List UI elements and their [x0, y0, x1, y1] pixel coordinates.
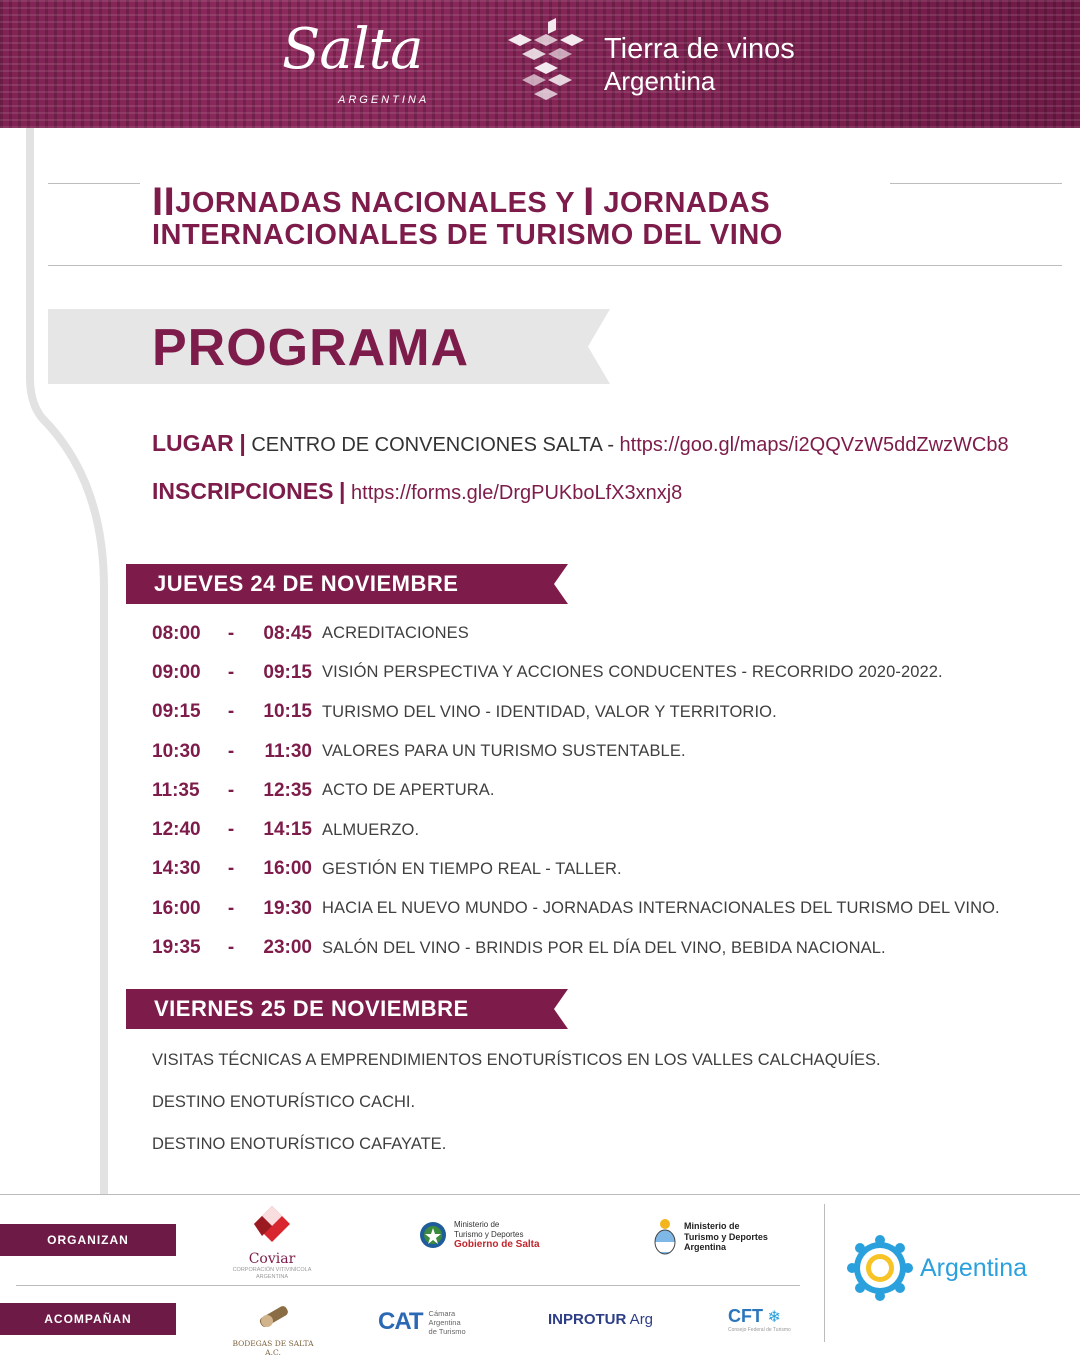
event-title-part2: JORNADAS — [594, 187, 771, 219]
event-title-roman-1: I — [583, 180, 595, 224]
inprotur-arg: Arg — [626, 1311, 654, 1328]
wine-bottle-icon — [253, 1302, 293, 1332]
cat-line1: Cámara — [428, 1308, 456, 1318]
event-title-part1: JORNADAS NACIONALES Y — [175, 187, 584, 219]
start-time: 09:15 — [152, 701, 201, 723]
argentina-sun-icon — [848, 1236, 912, 1300]
organizan-tag: ORGANIZAN — [0, 1224, 176, 1256]
cat-wordmark: CAT — [378, 1308, 423, 1335]
snowflake-icon: ❄ — [767, 1309, 781, 1326]
cft-logo — [728, 1306, 791, 1333]
bodegas-name: BODEGAS DE SALTA A.C. — [232, 1339, 314, 1357]
event-title-line2: INTERNACIONALES DE TURISMO DEL VINO — [152, 219, 783, 251]
start-time: 09:00 — [152, 661, 201, 683]
list-item: DESTINO ENOTURÍSTICO CAFAYATE. — [152, 1135, 447, 1153]
argentina-brand-logo — [848, 1236, 1027, 1300]
lugar-line — [152, 430, 1009, 457]
end-time: 16:00 — [263, 858, 312, 880]
salta-logo-sub: ARGENTINA — [338, 94, 430, 106]
schedule-row — [152, 653, 1032, 692]
time-dash: - — [227, 740, 235, 762]
schedule-row — [152, 810, 1032, 849]
footer-vertical-divider — [824, 1204, 825, 1342]
inscripciones-form-link[interactable]: https://forms.gle/DrgPUKboLfX3xnxj8 — [351, 482, 683, 504]
schedule-row — [152, 732, 1032, 771]
time-dash: - — [227, 897, 235, 919]
salta-min-line2: Turismo y Deportes — [454, 1230, 524, 1239]
activity: ACTO DE APERTURA. — [322, 781, 495, 800]
brand-title: Tierra de vinos — [604, 33, 795, 65]
end-time: 10:15 — [263, 701, 312, 723]
end-time: 19:30 — [263, 897, 312, 919]
bodegas-salta-logo — [230, 1302, 316, 1357]
coviar-logo — [226, 1204, 318, 1281]
programa-heading: PROGRAMA — [152, 319, 470, 377]
cft-sub: Consejo Federal de Turismo — [728, 1327, 791, 1333]
lugar-value: CENTRO DE CONVENCIONES SALTA - — [251, 434, 620, 456]
end-time: 12:35 — [263, 779, 312, 801]
inprotur-word: INPROTUR — [548, 1311, 627, 1328]
arg-min-line1: Ministerio de — [684, 1221, 740, 1232]
arg-min-line3: Argentina — [684, 1242, 727, 1253]
ministerio-salta-logo — [418, 1218, 540, 1252]
ministerio-argentina-logo — [652, 1218, 768, 1256]
inprotur-logo — [548, 1311, 653, 1328]
day2-title: VIERNES 25 DE NOVIEMBRE — [154, 996, 469, 1021]
activity: VALORES PARA UN TURISMO SUSTENTABLE. — [322, 742, 686, 761]
title-rule-right — [890, 183, 1062, 184]
cft-wordmark: CFT — [728, 1306, 763, 1326]
salta-shield-icon — [418, 1218, 448, 1252]
time-dash: - — [227, 701, 235, 723]
end-time: 11:30 — [264, 740, 312, 762]
schedule-row — [152, 771, 1032, 810]
list-item: DESTINO ENOTURÍSTICO CACHI. — [152, 1093, 416, 1111]
schedule-row — [152, 889, 1032, 928]
start-time: 10:30 — [152, 740, 201, 762]
inscripciones-separator: | — [339, 478, 346, 504]
footer-mid-divider — [16, 1285, 800, 1286]
end-time: 23:00 — [263, 937, 312, 959]
time-dash: - — [227, 779, 235, 801]
schedule-row — [152, 614, 1032, 653]
salta-logo-script: Salta — [282, 17, 423, 82]
lugar-separator: | — [239, 430, 246, 456]
coviar-icon — [252, 1204, 292, 1244]
tierra-de-vinos-wordmark — [604, 32, 795, 96]
salta-min-line1: Ministerio de — [454, 1220, 500, 1229]
salta-logo — [282, 17, 442, 110]
argentina-wordmark: Argentina — [920, 1253, 1028, 1282]
lugar-label: LUGAR — [152, 430, 234, 456]
footer-divider — [0, 1194, 1080, 1195]
title-rule-left — [48, 183, 140, 184]
inscripciones-label: INSCRIPCIONES — [152, 478, 334, 504]
day1-title: JUEVES 24 DE NOVIEMBRE — [154, 571, 459, 596]
time-dash: - — [227, 622, 235, 644]
end-time: 08:45 — [263, 622, 312, 644]
brand-subtitle: Argentina — [604, 66, 716, 96]
title-rule-bottom — [48, 265, 1062, 266]
list-item: VISITAS TÉCNICAS A EMPRENDIMIENTOS ENOTURÍSTICOS EN LOS VALLES CALCHAQUÍES. — [152, 1051, 881, 1069]
arg-min-line2: Turismo y Deportes — [684, 1231, 768, 1242]
time-dash: - — [227, 661, 235, 683]
day2-list — [152, 1040, 881, 1166]
cat-line3: de Turismo — [428, 1326, 466, 1336]
lugar-map-link[interactable]: https://goo.gl/maps/i2QQVzW5ddZwzWCb8 — [619, 434, 1009, 456]
activity: SALÓN DEL VINO - BRINDIS POR EL DÍA DEL VINO, BEBIDA NACIONAL. — [322, 938, 886, 957]
cat-logo — [378, 1308, 466, 1336]
cat-line2: Argentina — [428, 1317, 461, 1327]
start-time: 08:00 — [152, 622, 201, 644]
activity: GESTIÓN EN TIEMPO REAL - TALLER. — [322, 859, 622, 878]
start-time: 12:40 — [152, 819, 201, 841]
bottle-outline-decoration — [0, 128, 120, 1198]
start-time: 19:35 — [152, 937, 201, 959]
activity: ALMUERZO. — [322, 820, 420, 839]
acompanan-tag: ACOMPAÑAN — [0, 1303, 176, 1335]
argentina-coat-of-arms-icon — [652, 1218, 678, 1256]
coviar-name: Coviar — [248, 1251, 296, 1267]
activity: TURISMO DEL VINO - IDENTIDAD, VALOR Y TERRITORIO. — [322, 702, 777, 721]
time-dash: - — [227, 858, 235, 880]
header-banner — [0, 0, 1080, 128]
start-time: 16:00 — [152, 897, 201, 919]
schedule-row — [152, 850, 1032, 889]
activity: VISIÓN PERSPECTIVA Y ACCIONES CONDUCENTES - RECORRIDO 2020-2022. — [322, 663, 943, 682]
inscripciones-line — [152, 478, 682, 505]
schedule-row — [152, 693, 1032, 732]
end-time: 14:15 — [263, 819, 312, 841]
salta-min-line3: Gobierno de Salta — [454, 1239, 540, 1250]
coviar-sub2: ARGENTINA — [255, 1274, 289, 1280]
event-title — [152, 180, 783, 251]
time-dash: - — [227, 937, 235, 959]
start-time: 11:35 — [152, 779, 200, 801]
activity: HACIA EL NUEVO MUNDO - JORNADAS INTERNACIONALES DEL TURISMO DEL VINO. — [322, 899, 1000, 918]
start-time: 14:30 — [152, 858, 201, 880]
day1-schedule — [152, 614, 1032, 968]
schedule-row — [152, 928, 1032, 967]
end-time: 09:15 — [263, 661, 312, 683]
activity: ACREDITACIONES — [322, 624, 469, 643]
time-dash: - — [227, 819, 235, 841]
tierra-de-vinos-icon — [508, 18, 588, 110]
event-title-roman-2: II — [152, 180, 176, 224]
coviar-sub1: CORPORACIÓN VITIVINÍCOLA — [232, 1267, 312, 1273]
